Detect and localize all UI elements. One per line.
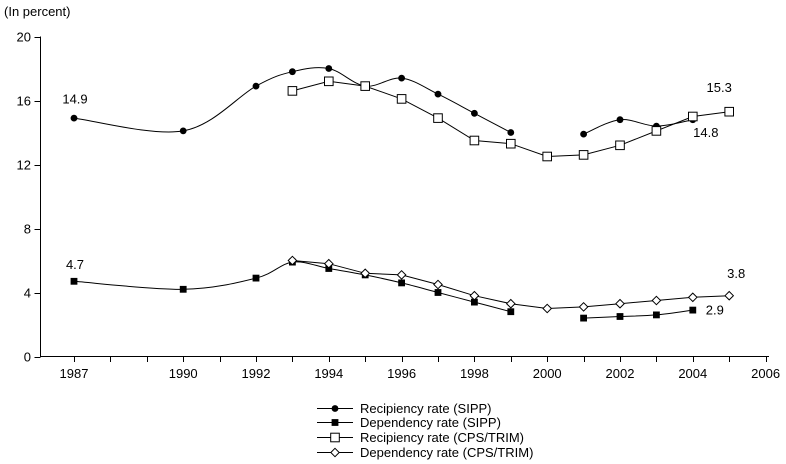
legend-item-recipiency-sipp (316, 401, 533, 416)
data-point-marker (331, 433, 340, 442)
legend-marker-group (317, 419, 353, 426)
data-point-marker (289, 68, 296, 75)
data-point-marker (332, 419, 339, 426)
x-axis-tick-label: 1992 (241, 366, 271, 381)
data-point-marker (617, 313, 624, 320)
data-point-label: 14.8 (693, 125, 719, 141)
data-point-marker (471, 110, 478, 117)
data-point-marker (725, 292, 733, 300)
data-point-marker (434, 280, 442, 288)
data-point-marker (579, 303, 587, 311)
data-point-marker (288, 87, 297, 96)
open-diamond-marker-icon (316, 447, 354, 458)
data-point-marker (616, 141, 625, 150)
data-point-marker (689, 112, 698, 121)
data-point-marker (71, 278, 78, 285)
data-point-marker (689, 293, 697, 301)
x-axis-tick-label: 2004 (678, 366, 708, 381)
data-point-label: 2.9 (705, 302, 724, 318)
x-axis-tick-label: 1987 (59, 366, 89, 381)
data-point-marker (325, 77, 334, 86)
data-point-marker (325, 65, 332, 72)
data-point-marker (180, 286, 187, 293)
data-point-marker (653, 312, 660, 319)
data-point-marker (579, 151, 588, 160)
filled-circle-marker-icon (316, 403, 354, 414)
data-point-marker (507, 300, 515, 308)
data-point-marker (397, 95, 406, 104)
data-point-label: 14.9 (62, 91, 88, 107)
x-axis-tick-label: 2002 (605, 366, 635, 381)
data-point-marker (434, 114, 443, 123)
series-1 (71, 65, 697, 137)
open-square-marker-icon (316, 432, 354, 443)
data-point-marker (398, 280, 405, 287)
series-line (584, 310, 693, 318)
x-axis-tick-label: 1996 (387, 366, 417, 381)
x-axis-tick-label: 2000 (532, 366, 562, 381)
legend-label: Recipiency rate (SIPP) (360, 400, 492, 416)
data-point-marker (652, 296, 660, 304)
legend-item-recipiency-cps-trim (316, 430, 533, 445)
data-point-marker (470, 292, 478, 300)
data-point-label: 3.8 (727, 266, 746, 282)
legend-marker-group (317, 405, 353, 412)
data-point-marker (470, 136, 479, 145)
y-axis-tick-label: 0 (23, 349, 31, 365)
y-axis-tick-label: 4 (23, 285, 31, 301)
data-point-marker (180, 127, 187, 134)
legend-label: Recipiency rate (CPS/TRIM) (360, 429, 524, 445)
filled-square-marker-icon (316, 417, 354, 428)
legend-marker-group (317, 448, 353, 456)
data-point-label: 4.7 (65, 256, 85, 272)
data-point-marker (71, 115, 78, 122)
series-4 (288, 256, 733, 312)
y-axis-tick-label: 20 (16, 29, 31, 45)
data-point-marker (543, 152, 552, 161)
legend-item-dependency-sipp (316, 416, 533, 431)
data-point-marker (652, 127, 661, 136)
data-point-marker (397, 271, 405, 279)
data-point-marker (507, 139, 516, 148)
chart-legend (316, 401, 533, 459)
series-line (584, 120, 693, 135)
series-2 (71, 259, 697, 322)
chart-units-label: (In percent) (4, 4, 71, 19)
data-point-marker (507, 308, 514, 315)
data-point-marker (507, 129, 514, 136)
data-point-marker (435, 289, 442, 296)
data-point-marker (435, 91, 442, 98)
data-point-marker (361, 82, 370, 91)
data-point-marker (332, 405, 339, 412)
data-point-marker (398, 75, 405, 82)
legend-item-dependency-cps-trim (316, 445, 533, 460)
x-axis-tick-label: 2006 (751, 366, 781, 381)
legend-marker-group (317, 433, 353, 442)
data-point-marker (253, 275, 260, 282)
data-point-marker (616, 300, 624, 308)
y-axis-tick-label: 8 (23, 221, 31, 237)
data-point-marker (725, 107, 734, 116)
y-axis-tick-label: 12 (16, 157, 31, 173)
x-axis-tick-label: 1990 (168, 366, 198, 381)
data-point-marker (580, 315, 587, 322)
legend-label: Dependency rate (CPS/TRIM) (360, 444, 534, 460)
x-axis-tick-label: 1994 (314, 366, 344, 381)
legend-label: Dependency rate (SIPP) (360, 415, 501, 431)
data-point-marker (253, 83, 260, 90)
data-point-marker (689, 307, 696, 314)
y-axis-tick-label: 16 (16, 93, 31, 109)
data-point-marker (543, 304, 551, 312)
data-point-label: 15.3 (706, 80, 732, 96)
data-point-marker (617, 116, 624, 123)
data-point-marker (331, 448, 339, 456)
data-point-marker (580, 131, 587, 138)
x-axis-tick-label: 1998 (459, 366, 489, 381)
series-3 (288, 77, 733, 161)
